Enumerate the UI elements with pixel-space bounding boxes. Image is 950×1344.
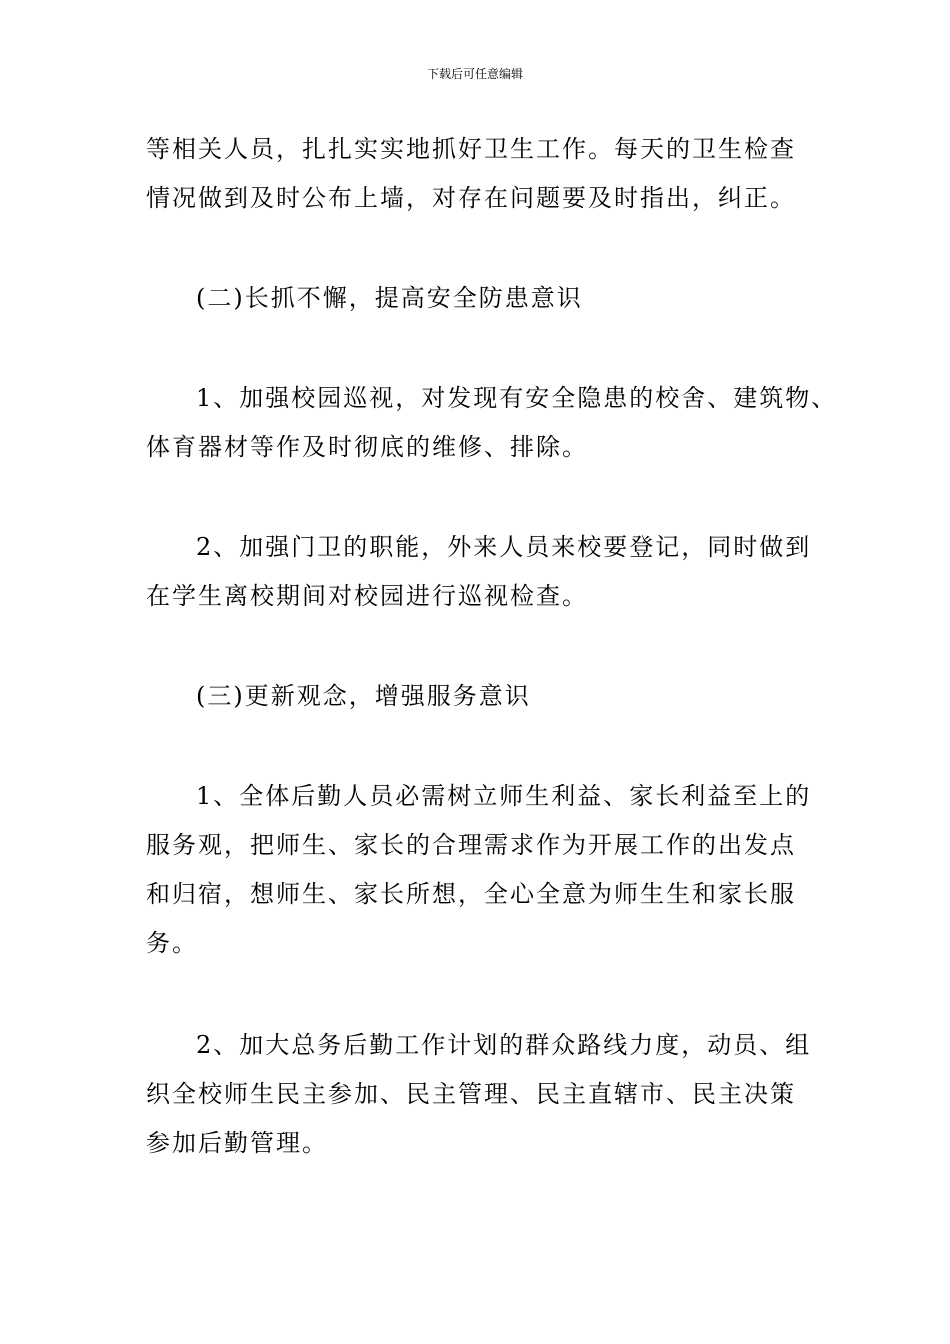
paragraph-sanitation [146,125,826,223]
text-line: 服务观，把师生、家长的合理需求作为开展工作的出发点 [146,831,796,859]
section-heading-safety [146,274,826,323]
text-line: 在学生离校期间对校园进行巡视检查。 [146,582,588,610]
text-line: 1、全体后勤人员必需树立师生利益、家长利益至上的 [196,782,812,810]
text-line: 2、加大总务后勤工作计划的群众路线力度，动员、组 [196,1031,812,1059]
text-line: 等相关人员，扎扎实实地抓好卫生工作。每天的卫生检查 [146,135,796,163]
text-line: 和归宿，想师生、家长所想，全心全意为师生生和家长服 [146,880,796,908]
page-header: 下载后可任意编辑 [426,67,523,81]
paragraph-mass-line [146,1021,826,1168]
text-line: 1、加强校园巡视，对发现有安全隐患的校舍、建筑物、 [196,384,838,412]
text-line: 务。 [146,929,198,957]
text-line: 2、加强门卫的职能，外来人员来校要登记，同时做到 [196,533,812,561]
paragraph-campus-patrol [146,374,838,472]
paragraph-service-view [146,772,826,968]
text-line: 情况做到及时公布上墙，对存在问题要及时指出，纠正。 [146,184,796,212]
text-line: 织全校师生民主参加、民主管理、民主直辖市、民主决策 [146,1080,796,1108]
section-heading-text: (二)长抓不懈，提高安全防患意识 [196,284,583,312]
section-heading-service [146,672,826,721]
text-line: 体育器材等作及时彻底的维修、排除。 [146,433,588,461]
section-heading-text: (三)更新观念，增强服务意识 [196,682,531,710]
paragraph-gatekeeper [146,523,826,621]
text-line: 参加后勤管理。 [146,1129,328,1157]
